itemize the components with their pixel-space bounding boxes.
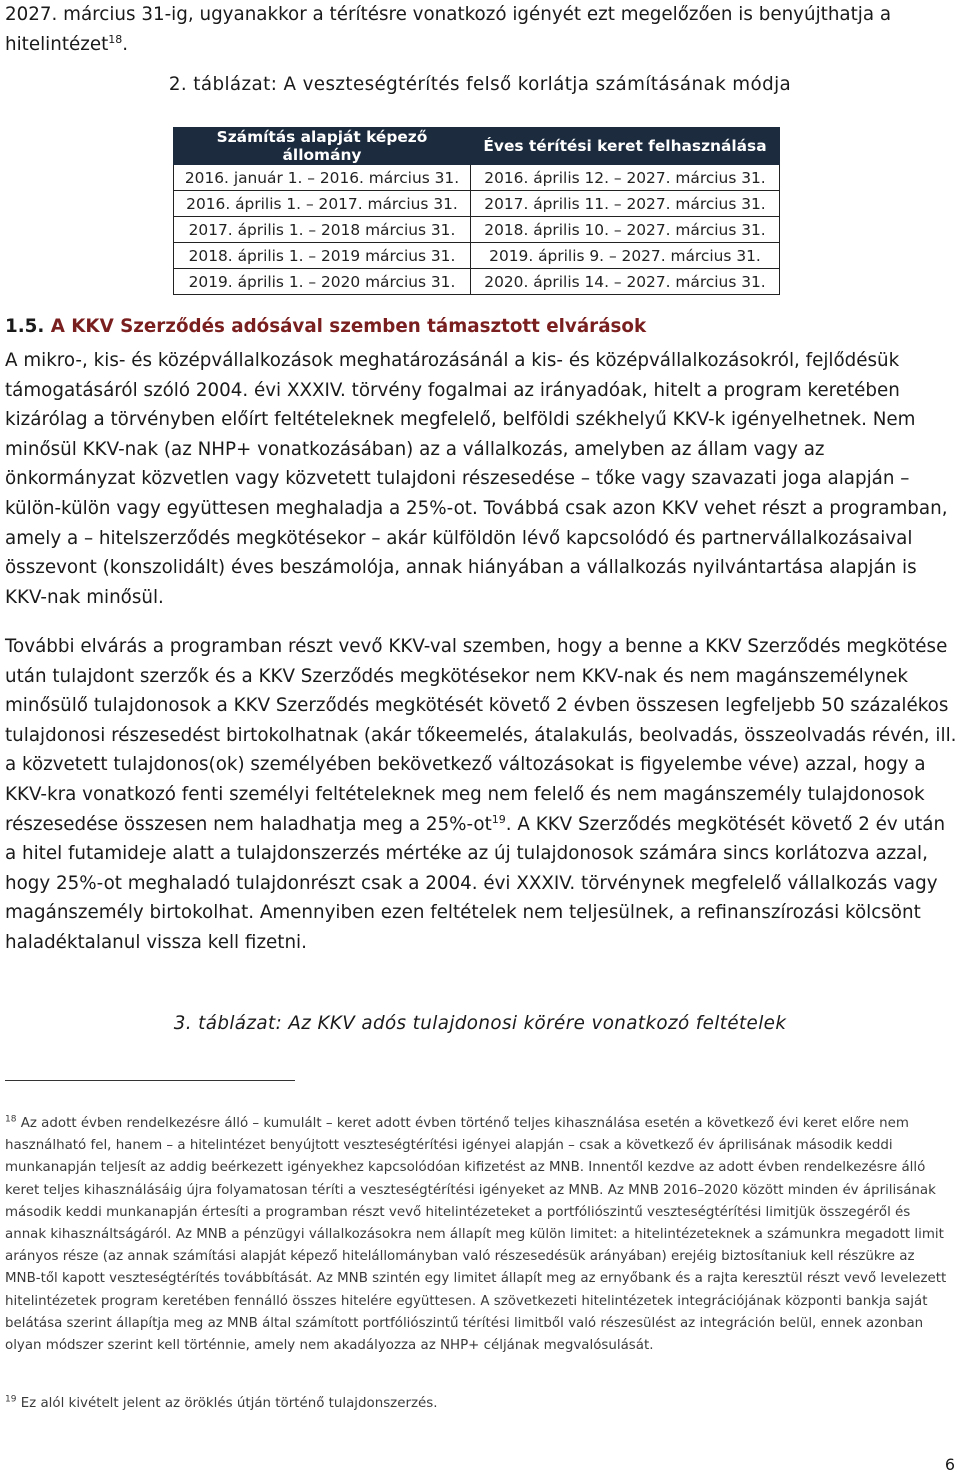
table-cell: 2017. április 1. – 2018 március 31.: [174, 217, 471, 243]
table-row: [174, 217, 780, 243]
footnote-ref-19[interactable]: 19: [491, 812, 506, 826]
body-paragraph-2: További elvárás a programban részt vevő KKV-val szemben, hogy a benne a KKV Szerződés megkötése után tulajdont szerzők és a KKV Szerződés megkötésekor nem KKV-nak és nem magánszemélynek minősülő tulajdonosok a KKV Szerződés megkötését követő 2 évben összesen legfeljebb 50 százalékos tulajdonosi részesedést birtokolhatnak (akár tőkeemelés, átalakulás, beolvadás, összeolvadás révén, ill. a közvetett tulajdonos(ok) személyében bekövetkező változásokat is figyelembe véve) azzal, hogy a KKV-kra vonatkozó fenti személyi feltételeknek meg nem felelő és nem magánszemély tulajdonosok részesedése összesen nem haladhatja meg a $25\%-ot^{19}$. A KKV Szerződés megkötését követő 2 év után a hitel futamideje alatt a tulajdonszerzés mértéke az új tulajdonosok számára sincs korlátozva azzal, hogy 25%-ot meghaladó tulajdonrészt csak a 2004. évi XXXIV. törvénynek megfelelő vállalkozás vagy magánszemély birtokolhat. Amennyiben ezen feltételek nem teljesülnek, a refinanszírozási kölcsönt haladéktalanul vissza kell fizetni.: [5, 636, 957, 953]
table3-caption: [0, 1013, 960, 1034]
intro-paragraph: 2027. március 31-ig, ugyanakkor a térítésre vonatkozó igényét ezt megelőzően is benyújthatja a hitelintézet$^{18}$.: [5, 4, 892, 55]
table3-caption-num: 3.: [173, 1013, 192, 1034]
table-cell: 2016. április 1. – 2017. március 31.: [174, 191, 471, 217]
body-paragraph-1: A mikro-, kis- és középvállalkozások meghatározásánál a kis- és középvállalkozásokról, fejlődésük támogatásáról szóló 2004. évi XXXIV. törvény fogalmai az irányadóak, hitelt a program keretében kizárólag a törvényben előírt feltételeknek megfelelő, belföldi székhelyű KKV-k igényelhetnek. Nem minősül KKV-nak (az NHP+ vonatkozásában) az a vállalkozás, amelyben az állam vagy az önkormányzat közvetlen vagy közvetett tulajdoni részesedése – tőke vagy szavazati joga alapján – külön-külön vagy együttesen meghaladja a 25%-ot. Továbbá csak azon KKV vehet részt a programban, amely a – hitelszerződés megkötésekor – akár külföldön lévő kapcsolódó és partnervállalkozásaival összevont (konszolidált) éves beszámolója, annak hiányában a vállalkozás nyilvántartása alapján is KKV-nak minősül.: [5, 350, 948, 608]
table-header-row: [174, 128, 780, 165]
table2-caption-text: táblázat: A veszteségtérítés felső korlátja számításának módja: [193, 74, 792, 95]
table-cell: 2018. április 10. – 2027. március 31.: [471, 217, 780, 243]
table-cell: 2019. április 9. – 2027. március 31.: [471, 243, 780, 269]
table-cell: 2018. április 1. – 2019 március 31.: [174, 243, 471, 269]
table-cell: 2020. április 14. – 2027. március 31.: [471, 269, 780, 295]
table-cell: 2019. április 1. – 2020 március 31.: [174, 269, 471, 295]
footnote-number: 18: [5, 1114, 17, 1125]
footnote-separator: [5, 1080, 295, 1081]
footnote-text: Ez alól kivételt jelent az öröklés útján történő tulajdonszerzés.: [20, 1396, 438, 1411]
intro-text: 2027. március 31-ig, ugyanakkor a térítésre vonatkozó igényét ezt megelőzően is benyújthatja a hitelintézet: [5, 4, 892, 55]
footnote-number: 19: [5, 1394, 17, 1405]
table-cell: 2016. január 1. – 2016. március 31.: [174, 165, 471, 191]
table-row: [174, 269, 780, 295]
table-row: [174, 165, 780, 191]
table2: [173, 127, 780, 295]
footnote-18: [5, 1113, 953, 1357]
table2-caption-num: 2.: [168, 74, 188, 95]
table-cell: 2016. április 12. – 2027. március 31.: [471, 165, 780, 191]
footnote-text: Az adott évben rendelkezésre álló – kumulált – keret adott évben történő teljes kihasználása esetén a következő évi keret előre nem használható fel, hanem – a hitelintézet benyújtott veszteségtérítési igényei alapján – csak a következő év áprilisának második keddi munkanapján teljesít az addig beérkezett igényekhez kapcsolódóan kifizetést az MNB. Innentől kezdve az adott évben rendelkezésre álló keret teljes kihasználásáig újra folyamatosan téríti a veszteségtérítési igényeket az MNB. Az MNB 2016–2020 között minden év áprilisának második keddi munkanapján értesíti a programban részt vevő hitelintézeteket a portfóliószintű veszteségtérítési limitjük összegéről és annak kihasználtságáról. Az MNB a pénzügyi vállalkozásokra nem állapít meg külön limitet: a hitelintézeteknek a számunkra megadott limit arányos része (az annak számítási alapját képező hitelállományban való részesedésük arányában) erejéig biztosítaniuk kell részükre az MNB-től kapott veszteségtérítés továbbítását. Az MNB szintén egy limitet állapít meg az ernyőbank és a rajta keresztül részt vevő levelezett hitelintézetek program keretében fennálló összes hitelére együttesen. A szövetkezeti hitelintézetek integrációjának központi bankja saját belátása szerint állapítja meg az MNB által számított portfóliószintű térítési limitből való részesülést az integráción belül, ennek azonban olyan módszer szerint kell történnie, amely nem akadályozza az NHP+ céljának megvalósulását.: [5, 1116, 947, 1354]
table2-caption: [0, 74, 960, 95]
table-cell: 2017. április 11. – 2027. március 31.: [471, 191, 780, 217]
footnote-19: [5, 1393, 953, 1415]
section-title: A KKV Szerződés adósával szemben támasztott elvárások: [50, 316, 647, 337]
page-number: 6: [944, 1455, 955, 1474]
table3-caption-text: táblázat: Az KKV adós tulajdonosi körére vonatkozó feltételek: [198, 1013, 787, 1034]
section-number: 1.5.: [5, 316, 45, 337]
table-row: [174, 243, 780, 269]
table-row: [174, 191, 780, 217]
footnote-ref-18[interactable]: 18: [108, 32, 123, 46]
table-header-cell: Éves térítési keret felhasználása: [471, 128, 780, 165]
section-heading: [5, 316, 646, 337]
table-header-cell: Számítás alapját képező állomány: [174, 128, 471, 165]
